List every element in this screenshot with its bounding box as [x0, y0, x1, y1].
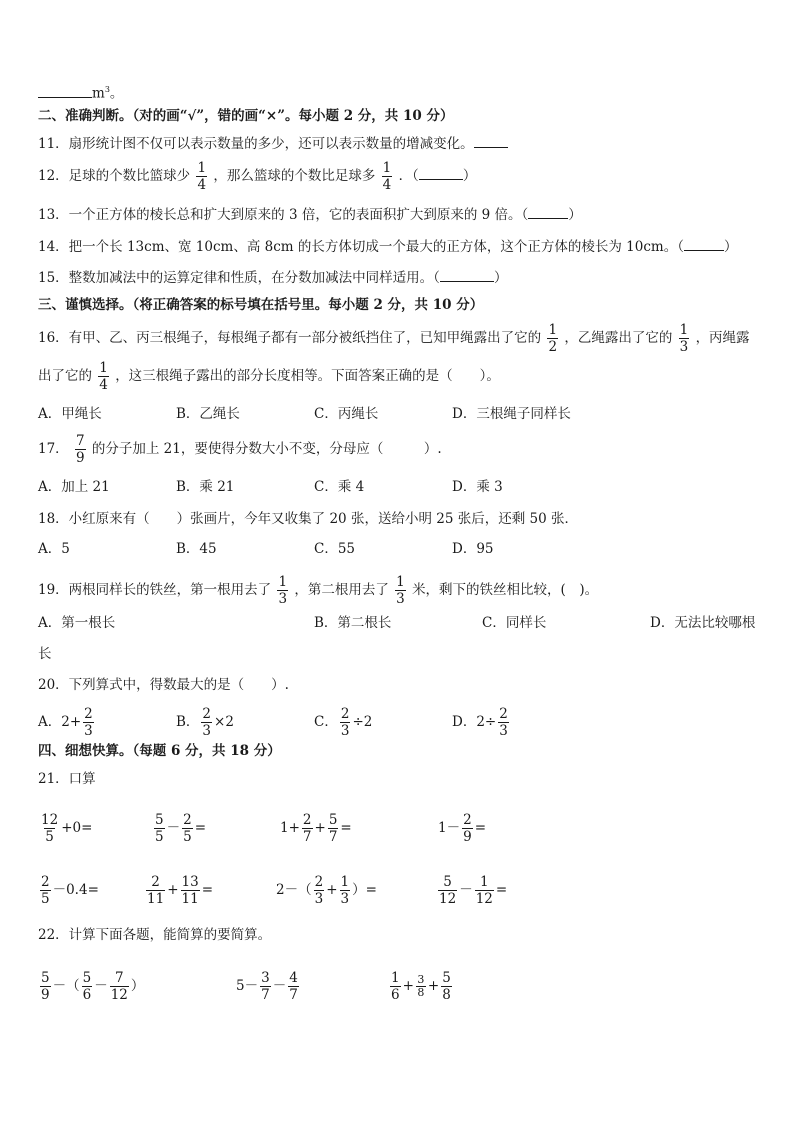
- oral-expr-1: $\frac{12}{5}$ +0=: [41, 812, 93, 845]
- question-14: 14．把一个长 13cm、宽 10cm、高 8cm 的长方体切成一个最大的正方体，这个正方体的棱长为 10cm。（ ）: [38, 239, 738, 255]
- calc-expr-3: $\frac{1}{6}$ + $\frac{3}{8}$ + $\frac{5}{8}$: [391, 970, 451, 1003]
- option-b[interactable]: B． $\frac{2}{3}$ ×2: [176, 706, 234, 739]
- answer-blank[interactable]: [419, 167, 463, 180]
- option-c[interactable]: C．乘 4: [314, 479, 365, 495]
- fraction: $\frac{1}{4}$: [99, 360, 108, 393]
- answer-blank[interactable]: [474, 135, 508, 148]
- question-18: 18．小红原来有（ ）张画片，今年又收集了 20 张，送给小明 25 张后，还剩 50 张．: [38, 511, 578, 527]
- answer-blank[interactable]: [528, 206, 568, 219]
- fraction: $\frac{7}{9}$: [75, 433, 85, 466]
- calc-expr-1: $\frac{5}{9}$ －（ $\frac{5}{6}$ － $\frac{7}{12}$ ）: [41, 970, 145, 1003]
- question-16-line1: 16．有甲、乙、丙三根绳子，每根绳子都有一部分被纸挡住了，已知甲绳露出了它的 $\frac{1}{2}$ ，乙绳露出了它的 $\frac{1}{3}$ ，丙绳露: [38, 322, 750, 355]
- option-b[interactable]: B．乘 21: [176, 479, 235, 495]
- option-a[interactable]: A．加上 21: [38, 479, 110, 495]
- section-3-title: 三、谨慎选择。（将正确答案的标号填在括号里。每小题 2 分，共 10 分）: [38, 297, 484, 313]
- carryover-line: $m^3$。: [38, 80, 123, 104]
- fraction: $\frac{2}{3}$: [202, 706, 212, 739]
- fraction: $\frac{1}{2}$: [548, 322, 558, 355]
- question-21-title: 21．口算: [38, 771, 96, 787]
- option-b[interactable]: B．乙绳长: [176, 406, 240, 422]
- question-13: 13．一个正方体的棱长总和扩大到原来的 3 倍，它的表面积扩大到原来的 9 倍。（ ）: [38, 207, 582, 223]
- option-d-wrap: 长: [38, 646, 52, 662]
- option-c[interactable]: C． $\frac{2}{3}$ ÷2: [314, 706, 373, 739]
- question-12: 12．足球的个数比篮球少 $\frac{1}{4}$ ，那么篮球的个数比足球多 $\frac{1}{4}$ ．（ ）: [38, 160, 477, 193]
- option-a[interactable]: A．甲绳长: [38, 406, 102, 422]
- fraction: $\frac{2}{3}$: [84, 706, 93, 739]
- option-c[interactable]: C．丙绳长: [314, 406, 379, 422]
- option-a[interactable]: A．2+ $\frac{2}{3}$: [38, 706, 93, 739]
- fraction: $\frac{1}{3}$: [679, 322, 689, 355]
- answer-blank[interactable]: [440, 269, 494, 282]
- oral-expr-2: $\frac{5}{5}$ － $\frac{2}{5}$ =: [155, 812, 206, 845]
- fraction: $\frac{2}{3}$: [499, 706, 508, 739]
- option-d[interactable]: D．三根绳子同样长: [452, 406, 571, 422]
- fraction: $\frac{1}{3}$: [396, 574, 405, 607]
- oral-expr-3: 1+ $\frac{2}{7}$ + $\frac{5}{7}$ =: [280, 812, 352, 845]
- oral-expr-6: $\frac{2}{11}$ + $\frac{13}{11}$ =: [147, 874, 213, 907]
- section-4-title: 四、细想快算。（每题 6 分，共 18 分）: [38, 743, 281, 759]
- option-a[interactable]: A．5: [38, 541, 70, 557]
- question-11: 11．扇形统计图不仅可以表示数量的多少，还可以表示数量的增减变化。: [38, 134, 508, 154]
- option-a[interactable]: A．第一根长: [38, 615, 116, 631]
- oral-expr-5: $\frac{2}{5}$ －0.4=: [41, 874, 99, 907]
- option-d[interactable]: D．无法比较哪根: [650, 615, 756, 631]
- question-22-title: 22．计算下面各题，能简算的要简算。: [38, 927, 272, 943]
- option-c[interactable]: C．55: [314, 541, 356, 557]
- fraction: $\frac{1}{3}$: [278, 574, 288, 607]
- question-15: 15．整数加减法中的运算定律和性质，在分数加减法中同样适用。（ ）: [38, 270, 508, 286]
- calc-expr-2: 5－ $\frac{3}{7}$ － $\frac{4}{7}$: [236, 970, 298, 1003]
- option-b[interactable]: B．第二根长: [314, 615, 392, 631]
- question-19: 19．两根同样长的铁丝，第一根用去了 $\frac{1}{3}$ ，第二根用去了 $\frac{1}{3}$ 米，剩下的铁丝相比较，( )。: [38, 574, 599, 607]
- fraction: $\frac{1}{4}$: [197, 160, 207, 193]
- option-c[interactable]: C．同样长: [482, 615, 547, 631]
- option-d[interactable]: D．95: [452, 541, 494, 557]
- section-2-title: 二、准确判断。（对的画“√”，错的画“×”。每小题 2 分，共 10 分）: [38, 108, 454, 124]
- answer-blank[interactable]: [684, 238, 724, 251]
- question-20: 20．下列算式中，得数最大的是（ ）.: [38, 677, 289, 693]
- option-b[interactable]: B．45: [176, 541, 217, 557]
- oral-expr-7: 2－（ $\frac{2}{3}$ + $\frac{1}{3}$ ）=: [276, 874, 377, 907]
- answer-blank[interactable]: [38, 85, 92, 98]
- fraction: $\frac{2}{3}$: [340, 706, 350, 739]
- option-d[interactable]: D．2÷ $\frac{2}{3}$: [452, 706, 508, 739]
- question-17: 17． $\frac{7}{9}$ 的分子加上 21，要使得分数大小不变，分母应（ ）.: [38, 433, 442, 466]
- fraction: $\frac{1}{4}$: [382, 160, 392, 193]
- option-d[interactable]: D．乘 3: [452, 479, 503, 495]
- oral-expr-8: $\frac{5}{12}$ － $\frac{1}{12}$ =: [439, 874, 508, 907]
- question-16-line2: 出了它的 $\frac{1}{4}$ ，这三根绳子露出的部分长度相等。下面答案正确的是（ ）。: [38, 360, 500, 393]
- oral-expr-4: 1－ $\frac{2}{9}$ =: [438, 812, 486, 845]
